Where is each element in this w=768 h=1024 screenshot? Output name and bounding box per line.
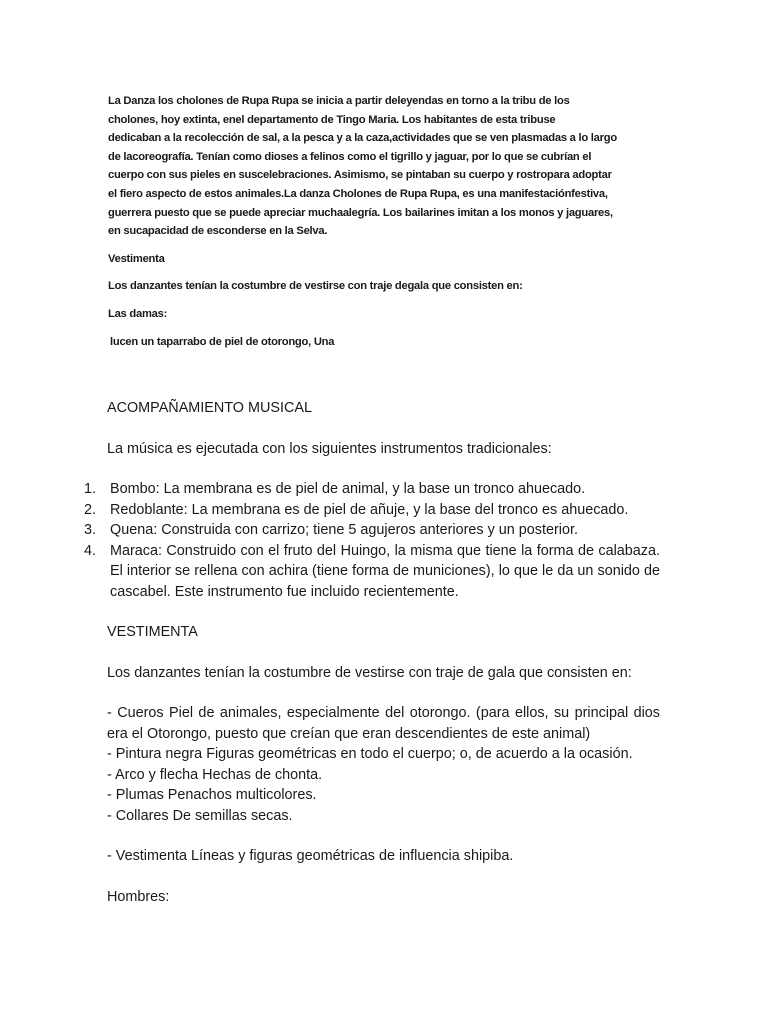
costume-item: - Pintura negra Figuras geométricas en todo el cuerpo; o, de acuerdo a la ocasión.: [107, 746, 633, 762]
list-item: [0, 500, 768, 521]
intro-paragraph-line: La Danza los cholones de Rupa Rupa se inicia a partir deleyendas en torno a la tribu de los: [108, 95, 570, 107]
intro-paragraph-line: el fiero aspecto de estos animales.La danza Cholones de Rupa Rupa, es una manifestaciónfestiva,: [108, 187, 608, 200]
list-item: [0, 520, 768, 541]
costume-extra: - Vestimenta Líneas y figuras geométricas de influencia shipiba.: [107, 848, 514, 864]
list-number: 4.: [84, 542, 97, 559]
men-label: Hombres:: [107, 888, 170, 905]
costume-item: - Collares De semillas secas.: [107, 807, 293, 824]
list-item: [0, 541, 768, 603]
costume-items: [0, 703, 768, 826]
list-item-text: Bombo: La membrana es de piel de animal, y la base un tronco ahuecado.: [110, 481, 586, 497]
list-item-text: Maraca: Construido con el fruto del Huingo, la misma que tiene la forma de calabaza. El interior se rellena con achira (tiene forma de municiones), lo que le da un sonido de cascabel. Este instrumento fue incluido recientemente.: [110, 542, 660, 600]
list-item: [0, 479, 768, 500]
ladies-text: lucen un taparrabo de piel de otorongo, Una: [110, 335, 335, 348]
top-section: [108, 92, 668, 351]
ladies-label: Las damas:: [108, 307, 168, 320]
instrument-list: [0, 479, 768, 602]
intro-paragraph-line: dedicaban a la recolección de sal, a la pesca y a la caza,actividades que se ven plasmadas a lo largo: [108, 132, 617, 145]
intro-paragraph-line: de lacoreografía. Tenían como dioses a felinos como el tigrillo y jaguar, por lo que se cubrían el: [108, 150, 592, 163]
list-number: 1.: [84, 481, 97, 497]
list-item-text: Redoblante: La membrana es de piel de añuje, y la base del tronco es ahuecado.: [110, 501, 629, 518]
intro-paragraph-line: cholones, hoy extinta, enel departamento de Tingo Maria. Los habitantes de esta tribuse: [108, 113, 556, 126]
list-number: 3.: [84, 522, 97, 538]
costume-item: - Arco y flecha Hechas de chonta.: [107, 766, 323, 783]
music-heading: ACOMPAÑAMIENTO MUSICAL: [107, 400, 312, 416]
list-item-text: Quena: Construida con carrizo; tiene 5 agujeros anteriores y un posterior.: [110, 522, 578, 538]
costume-item: - Plumas Penachos multicolores.: [107, 787, 317, 803]
lower-section: [0, 398, 768, 907]
costume-item: - Cueros Piel de animales, especialmente del otorongo. (para ellos, su principal dios era el Otorongo, puesto que creían que eran descendientes de este animal): [107, 705, 660, 742]
intro-paragraph-line: cuerpo con sus pieles en suscelebraciones. Asimismo, se pintaban su cuerpo y rostropara adoptar: [108, 169, 612, 182]
costume-intro-small: Los danzantes tenían la costumbre de vestirse con traje degala que consisten en:: [108, 280, 523, 293]
music-intro: La música es ejecutada con los siguientes instrumentos tradicionales:: [107, 440, 552, 457]
intro-paragraph-line: guerrera puesto que se puede apreciar muchaalegría. Los bailarines imitan a los monos y jaguares,: [108, 206, 613, 219]
costume-heading: VESTIMENTA: [107, 624, 198, 640]
costume-intro: Los danzantes tenían la costumbre de vestirse con traje de gala que consisten en:: [107, 664, 632, 681]
intro-paragraph-line: en sucapacidad de esconderse en la Selva.: [108, 225, 328, 238]
costume-heading-small: Vestimenta: [108, 252, 165, 265]
list-number: 2.: [84, 501, 97, 518]
